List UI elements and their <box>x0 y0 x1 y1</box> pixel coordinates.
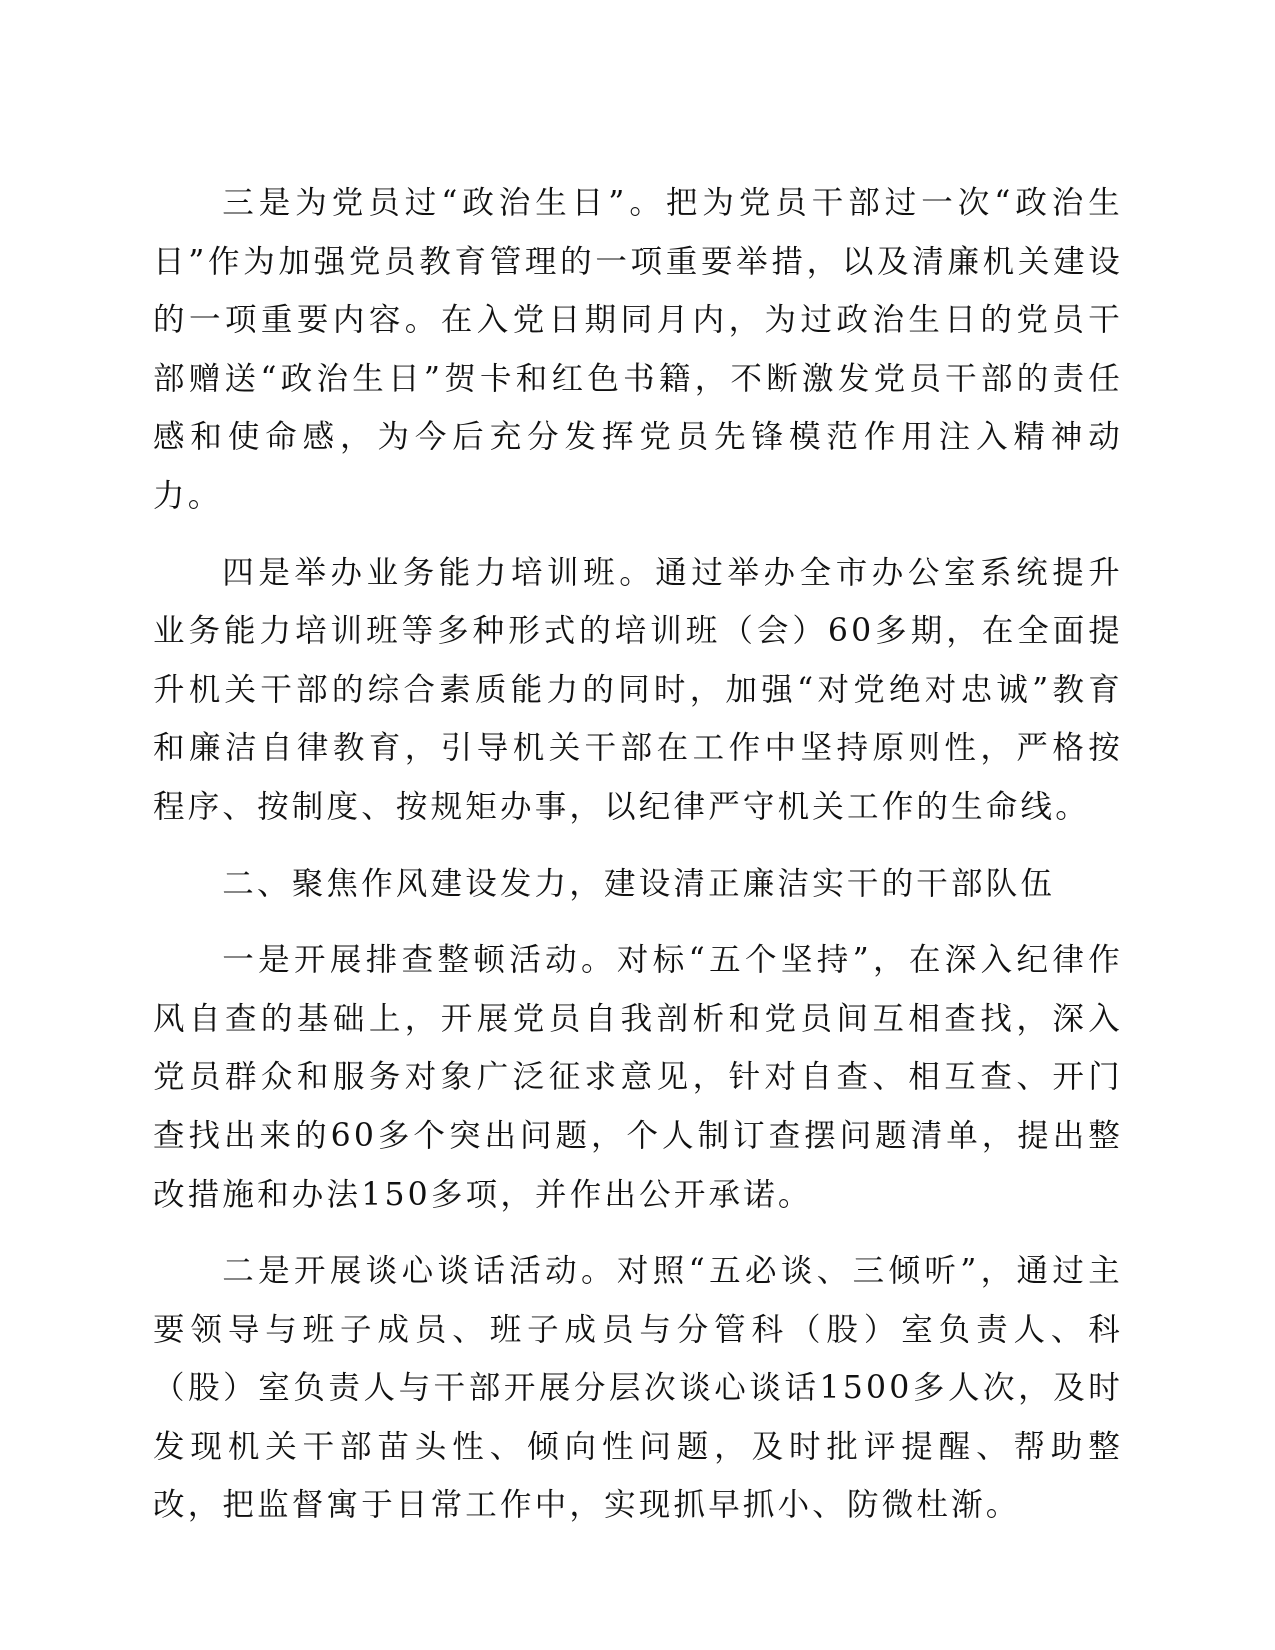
paragraph-heart-to-heart-talks: 二是开展谈心谈话活动。对照“五必谈、三倾听”，通过主要领导与班子成员、班子成员与分管科（股）室负责人、科（股）室负责人与干部开展分层次谈心谈话1500多人次，及时发现机关干部苗头性、倾向性问题，及时批评提醒、帮助整改，把监督寓于日常工作中，实现抓早抓小、防微杜渐。 <box>153 1253 1123 1524</box>
document-body <box>153 174 1123 1553</box>
paragraph-rectification: 一是开展排查整顿活动。对标“五个坚持”，在深入纪律作风自查的基础上，开展党员自我剖析和党员间互相查找，深入党员群众和服务对象广泛征求意见，针对自查、相互查、开门查找出来的60多个突出问题，个人制订查摆问题清单，提出整改措施和办法150多项，并作出公开承诺。 <box>153 942 1123 1213</box>
paragraph-political-birthday: 三是为党员过“政治生日”。把为党员干部过一次“政治生日”作为加强党员教育管理的一项重要举措，以及清廉机关建设的一项重要内容。在入党日期同月内，为过政治生日的党员干部赠送“政治生日”贺卡和红色书籍，不断激发党员干部的责任感和使命感，为今后充分发挥党员先锋模范作用注入精神动力。 <box>153 185 1123 514</box>
paragraph-training-class: 四是举办业务能力培训班。通过举办全市办公室系统提升业务能力培训班等多种形式的培训班（会）60多期，在全面提升机关干部的综合素质能力的同时，加强“对党绝对忠诚”教育和廉洁自律教育，引导机关干部在工作中坚持原则性，严格按程序、按制度、按规矩办事，以纪律严守机关工作的生命线。 <box>153 554 1123 825</box>
section-heading: 二、聚焦作风建设发力，建设清正廉洁实干的干部队伍 <box>222 865 1056 902</box>
